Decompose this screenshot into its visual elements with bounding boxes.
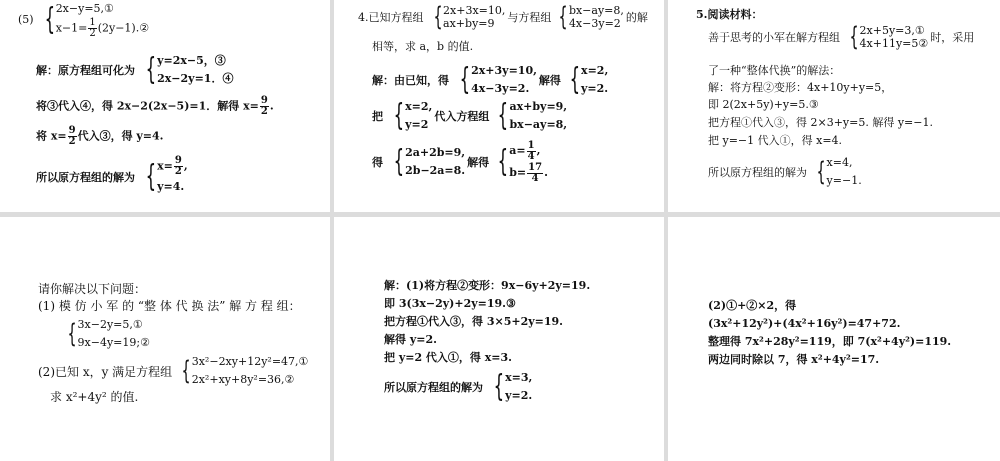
reading-line-6: 把 y=−1 代入①，得 x=4. <box>708 134 843 147</box>
sol2-line-1: (2)①+②×2，得 <box>708 299 797 312</box>
panel-problem-4 <box>334 0 664 212</box>
sol1-line-4: 解得 y=2. <box>384 333 437 346</box>
sol2-line-4: 两边同时除以 7，得 x²+4y²=17. <box>708 353 880 366</box>
reading-line-3: 解：将方程②变形：4x+10y+y=5， <box>708 81 893 94</box>
problem-4-statement: 4.已知方程组 { 2x+3x=10, ax+by=9 与方程组 { bx−ay=8, 4x−3y=2 的解 <box>358 2 648 32</box>
step-substitute: 将③代入④，得 2x−2(2x−5)=1．解得 x= $\frac{9}{2}$ . <box>36 95 274 117</box>
sol1-solution: 所以原方程组的解为 { x=3, y=2. <box>384 369 533 404</box>
sol2-line-2: (3x²+12y²)+(4x²+16y²)=47+72. <box>708 317 901 330</box>
reading-line-4: 即 2(2x+5y)+y=5.③ <box>708 98 819 111</box>
final-solution: 所以原方程组的解为 { x= $\frac{9}{2}$ , y=4. <box>36 155 188 194</box>
solution-step-3: 得 { 2a+2b=9, 2b−2a=8. 解得 { a= $\frac{1}{4}$ , b= $\frac{17}{4}$ . <box>372 139 548 184</box>
sol1-line-1: 解：(1)将方程②变形：9x−6y+2y=19. <box>384 279 591 292</box>
system-2: 解：原方程组可化为 { y=2x−5，③ 2x−2y=1．④ <box>36 52 234 87</box>
panel-problem-5-solution <box>0 0 330 212</box>
question-2-ask: 求 x²+4y² 的值. <box>50 390 139 404</box>
panel-solution-1 <box>334 217 664 461</box>
solution-step-1: 解：由已知，得 { 2x+3y=10, 4x−3y=2. 解得 { x=2, y=2. <box>372 62 609 97</box>
reading-solution: 所以原方程组的解为 { x=4, y=−1. <box>708 156 862 187</box>
reading-line-5: 把方程①代入③，得 2×3+y=5. 解得 y=−1. <box>708 116 933 129</box>
step-back-substitute: 将 x= $\frac{9}{2}$ 代入③，得 y=4. <box>36 125 164 147</box>
sol1-line-2: 即 3(3x−2y)+2y=19.③ <box>384 297 516 310</box>
solution-step-2: 把 { x=2, y=2 代入方程组 { ax+by=9, bx−ay=8, <box>372 98 568 133</box>
system-1: (5) { 2x−y=5,① x−1= $\frac{1}{2}$ (2y−1).② <box>18 1 150 39</box>
panel-solution-2 <box>668 217 1000 461</box>
sol1-line-5: 把 y=2 代入①，得 x=3. <box>384 351 513 364</box>
question-1-system: { 3x−2y=5,① 9x−4y=19;② <box>67 318 150 349</box>
question-1: (1) 模 仿 小 军 的 “整 体 代 换 法” 解 方 程 组： <box>38 299 301 313</box>
panel-problem-5-reading <box>668 0 1000 212</box>
problem-5-title: 5.阅读材料： <box>696 8 763 21</box>
panel-questions <box>0 217 330 461</box>
reading-intro: 善于思考的小军在解方程组 { 2x+5y=3,① 4x+11y=5② 时，采用 <box>708 22 975 52</box>
question-2: (2)已知 x，y 满足方程组 { 3x²−2xy+12y²=47,① 2x²+xy+8y²=36,② <box>38 355 309 386</box>
problem-4-question: 相等，求 a，b 的值. <box>372 40 474 53</box>
sol1-line-3: 把方程①代入③，得 3×5+2y=19. <box>384 315 563 328</box>
sol2-line-3: 整理得 7x²+28y²=119，即 7(x²+4y²)=119. <box>708 335 952 348</box>
reading-line-2: 了一种“整体代换”的解法： <box>708 64 841 77</box>
questions-heading: 请你解决以下问题： <box>38 282 147 296</box>
